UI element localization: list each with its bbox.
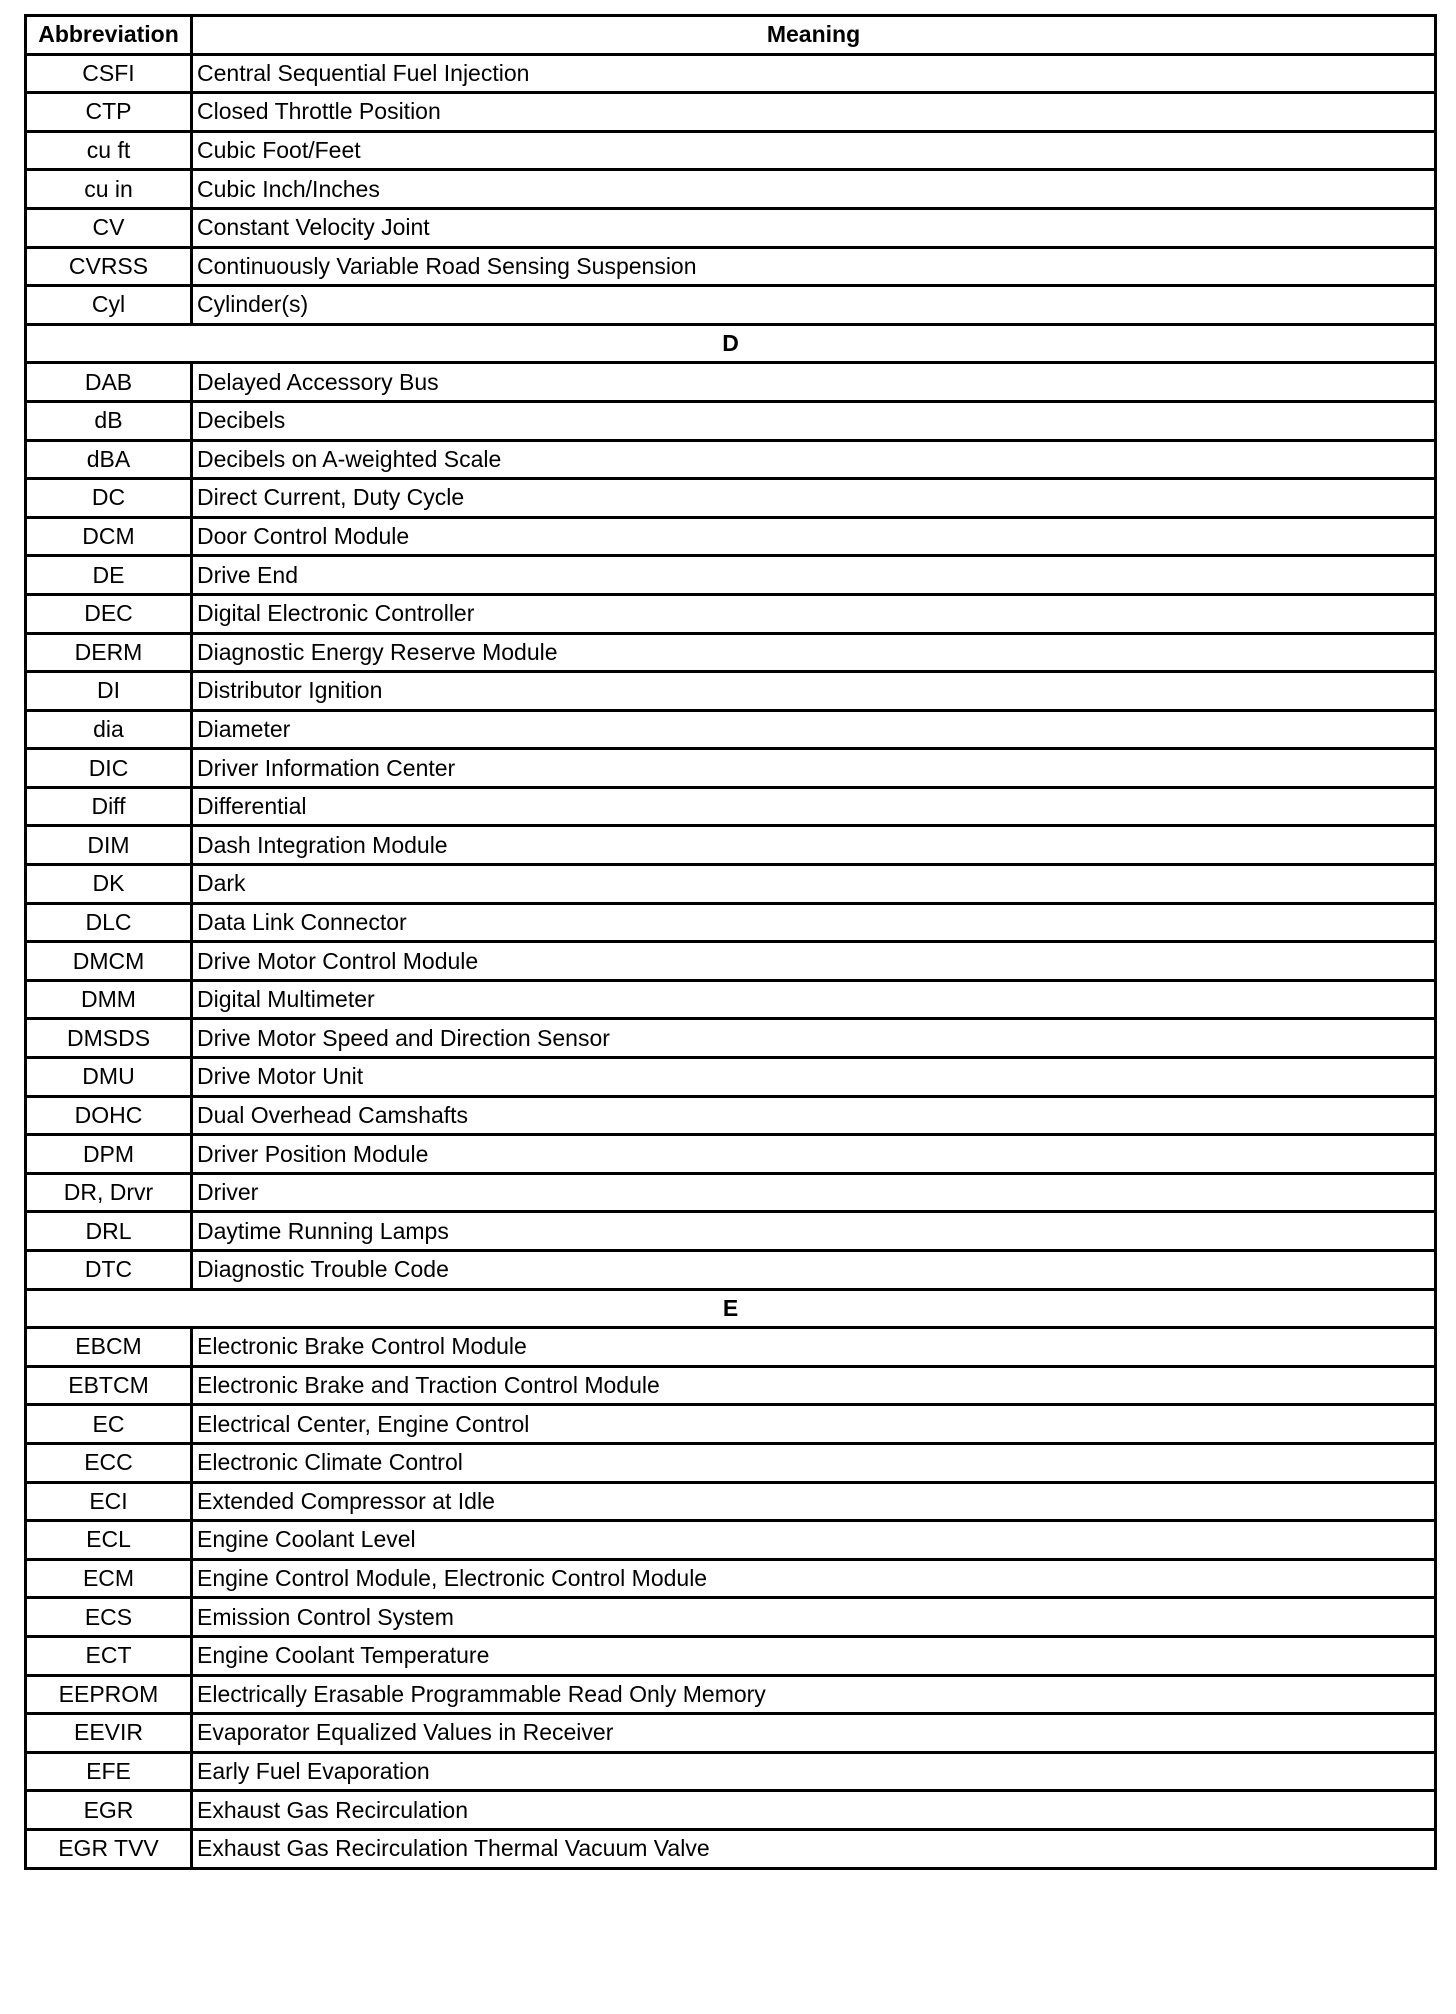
meaning-cell: Decibels on A-weighted Scale <box>192 440 1436 479</box>
table-row <box>26 208 1436 247</box>
abbreviation-cell: ECT <box>26 1636 192 1675</box>
section-row <box>26 1289 1436 1328</box>
meaning-cell: Extended Compressor at Idle <box>192 1482 1436 1521</box>
table-body <box>26 54 1436 1868</box>
meaning-cell: Cylinder(s) <box>192 286 1436 325</box>
abbreviation-cell: EC <box>26 1405 192 1444</box>
abbreviation-cell: DEC <box>26 594 192 633</box>
abbreviation-cell: dia <box>26 710 192 749</box>
table-row <box>26 1791 1436 1830</box>
abbreviation-cell: DOHC <box>26 1096 192 1135</box>
table-row <box>26 710 1436 749</box>
table-row <box>26 672 1436 711</box>
abbreviation-cell: EGR <box>26 1791 192 1830</box>
table-row <box>26 517 1436 556</box>
abbreviation-cell: DMM <box>26 980 192 1019</box>
meaning-cell: Electrically Erasable Programmable Read Only Memory <box>192 1675 1436 1714</box>
table-row <box>26 633 1436 672</box>
abbreviation-cell: DCM <box>26 517 192 556</box>
meaning-cell: Dark <box>192 865 1436 904</box>
table-row <box>26 826 1436 865</box>
abbreviation-cell: DLC <box>26 903 192 942</box>
abbreviation-cell: EEVIR <box>26 1714 192 1753</box>
meaning-cell: Exhaust Gas Recirculation Thermal Vacuum Valve <box>192 1829 1436 1868</box>
table-row <box>26 1829 1436 1868</box>
table-row <box>26 54 1436 93</box>
table-row <box>26 401 1436 440</box>
meaning-cell: Digital Electronic Controller <box>192 594 1436 633</box>
abbreviation-cell: DMSDS <box>26 1019 192 1058</box>
table-row <box>26 1019 1436 1058</box>
meaning-cell: Early Fuel Evaporation <box>192 1752 1436 1791</box>
table-header-row <box>26 16 1436 55</box>
meaning-cell: Diagnostic Trouble Code <box>192 1251 1436 1290</box>
table-row <box>26 1521 1436 1560</box>
abbreviation-cell: EEPROM <box>26 1675 192 1714</box>
meaning-cell: Central Sequential Fuel Injection <box>192 54 1436 93</box>
abbreviation-cell: dBA <box>26 440 192 479</box>
abbreviation-cell: CSFI <box>26 54 192 93</box>
table-row <box>26 1328 1436 1367</box>
abbreviation-cell: ECI <box>26 1482 192 1521</box>
abbreviation-cell: DRL <box>26 1212 192 1251</box>
meaning-cell: Electronic Brake and Traction Control Module <box>192 1366 1436 1405</box>
abbreviation-cell: Diff <box>26 787 192 826</box>
abbreviation-table <box>24 14 1437 1870</box>
abbreviation-cell: DC <box>26 479 192 518</box>
meaning-cell: Digital Multimeter <box>192 980 1436 1019</box>
abbreviation-cell: EFE <box>26 1752 192 1791</box>
table-row <box>26 440 1436 479</box>
meaning-cell: Dual Overhead Camshafts <box>192 1096 1436 1135</box>
meaning-cell: Decibels <box>192 401 1436 440</box>
table-row <box>26 1443 1436 1482</box>
meaning-cell: Closed Throttle Position <box>192 93 1436 132</box>
table-row <box>26 1405 1436 1444</box>
table-row <box>26 594 1436 633</box>
section-letter: E <box>26 1289 1436 1328</box>
abbreviation-cell: cu in <box>26 170 192 209</box>
abbreviation-cell: ECS <box>26 1598 192 1637</box>
abbreviation-cell: DMU <box>26 1058 192 1097</box>
meaning-cell: Differential <box>192 787 1436 826</box>
meaning-cell: Distributor Ignition <box>192 672 1436 711</box>
meaning-cell: Driver Position Module <box>192 1135 1436 1174</box>
table-row <box>26 1366 1436 1405</box>
meaning-cell: Electronic Climate Control <box>192 1443 1436 1482</box>
section-letter: D <box>26 324 1436 363</box>
table-row <box>26 556 1436 595</box>
meaning-cell: Constant Velocity Joint <box>192 208 1436 247</box>
meaning-cell: Cubic Foot/Feet <box>192 131 1436 170</box>
meaning-cell: Delayed Accessory Bus <box>192 363 1436 402</box>
table-row <box>26 942 1436 981</box>
table-row <box>26 247 1436 286</box>
abbreviation-cell: cu ft <box>26 131 192 170</box>
abbreviation-column-header: Abbreviation <box>26 16 192 55</box>
section-row <box>26 324 1436 363</box>
abbreviation-cell: DAB <box>26 363 192 402</box>
abbreviation-cell: ECC <box>26 1443 192 1482</box>
table-row <box>26 787 1436 826</box>
table-row <box>26 363 1436 402</box>
meaning-cell: Electronic Brake Control Module <box>192 1328 1436 1367</box>
table-row <box>26 170 1436 209</box>
abbreviation-cell: CV <box>26 208 192 247</box>
meaning-cell: Driver <box>192 1173 1436 1212</box>
table-row <box>26 131 1436 170</box>
meaning-cell: Evaporator Equalized Values in Receiver <box>192 1714 1436 1753</box>
table-row <box>26 286 1436 325</box>
table-row <box>26 1482 1436 1521</box>
abbreviation-cell: ECL <box>26 1521 192 1560</box>
abbreviation-cell: DR, Drvr <box>26 1173 192 1212</box>
table-row <box>26 1559 1436 1598</box>
table-row <box>26 903 1436 942</box>
abbreviation-cell: EBTCM <box>26 1366 192 1405</box>
abbreviation-cell: DIC <box>26 749 192 788</box>
abbreviation-cell: DIM <box>26 826 192 865</box>
meaning-cell: Drive Motor Speed and Direction Sensor <box>192 1019 1436 1058</box>
abbreviation-cell: EBCM <box>26 1328 192 1367</box>
table-row <box>26 1675 1436 1714</box>
table-row <box>26 1714 1436 1753</box>
abbreviation-cell: Cyl <box>26 286 192 325</box>
table-row <box>26 93 1436 132</box>
abbreviation-cell: CVRSS <box>26 247 192 286</box>
abbreviation-cell: DERM <box>26 633 192 672</box>
abbreviation-cell: dB <box>26 401 192 440</box>
meaning-cell: Exhaust Gas Recirculation <box>192 1791 1436 1830</box>
meaning-cell: Continuously Variable Road Sensing Suspension <box>192 247 1436 286</box>
meaning-cell: Driver Information Center <box>192 749 1436 788</box>
table-row <box>26 1096 1436 1135</box>
meaning-cell: Engine Coolant Level <box>192 1521 1436 1560</box>
meaning-cell: Drive End <box>192 556 1436 595</box>
abbreviation-cell: DMCM <box>26 942 192 981</box>
meaning-cell: Direct Current, Duty Cycle <box>192 479 1436 518</box>
table-row <box>26 1173 1436 1212</box>
abbreviation-cell: ECM <box>26 1559 192 1598</box>
meaning-cell: Cubic Inch/Inches <box>192 170 1436 209</box>
abbreviation-cell: DI <box>26 672 192 711</box>
meaning-cell: Door Control Module <box>192 517 1436 556</box>
table-row <box>26 1058 1436 1097</box>
table-row <box>26 1752 1436 1791</box>
meaning-cell: Engine Coolant Temperature <box>192 1636 1436 1675</box>
table-row <box>26 479 1436 518</box>
abbreviation-cell: EGR TVV <box>26 1829 192 1868</box>
meaning-cell: Drive Motor Unit <box>192 1058 1436 1097</box>
meaning-cell: Data Link Connector <box>192 903 1436 942</box>
meaning-cell: Emission Control System <box>192 1598 1436 1637</box>
abbreviation-cell: CTP <box>26 93 192 132</box>
table-row <box>26 1212 1436 1251</box>
table-row <box>26 1636 1436 1675</box>
table-row <box>26 1598 1436 1637</box>
meaning-cell: Engine Control Module, Electronic Control Module <box>192 1559 1436 1598</box>
table-row <box>26 1251 1436 1290</box>
abbreviation-cell: DE <box>26 556 192 595</box>
meaning-cell: Diagnostic Energy Reserve Module <box>192 633 1436 672</box>
table-row <box>26 1135 1436 1174</box>
abbreviation-cell: DK <box>26 865 192 904</box>
meaning-cell: Electrical Center, Engine Control <box>192 1405 1436 1444</box>
table-row <box>26 865 1436 904</box>
meaning-column-header: Meaning <box>192 16 1436 55</box>
meaning-cell: Diameter <box>192 710 1436 749</box>
abbreviation-cell: DTC <box>26 1251 192 1290</box>
meaning-cell: Dash Integration Module <box>192 826 1436 865</box>
abbreviation-cell: DPM <box>26 1135 192 1174</box>
table-row <box>26 749 1436 788</box>
meaning-cell: Drive Motor Control Module <box>192 942 1436 981</box>
meaning-cell: Daytime Running Lamps <box>192 1212 1436 1251</box>
table-row <box>26 980 1436 1019</box>
